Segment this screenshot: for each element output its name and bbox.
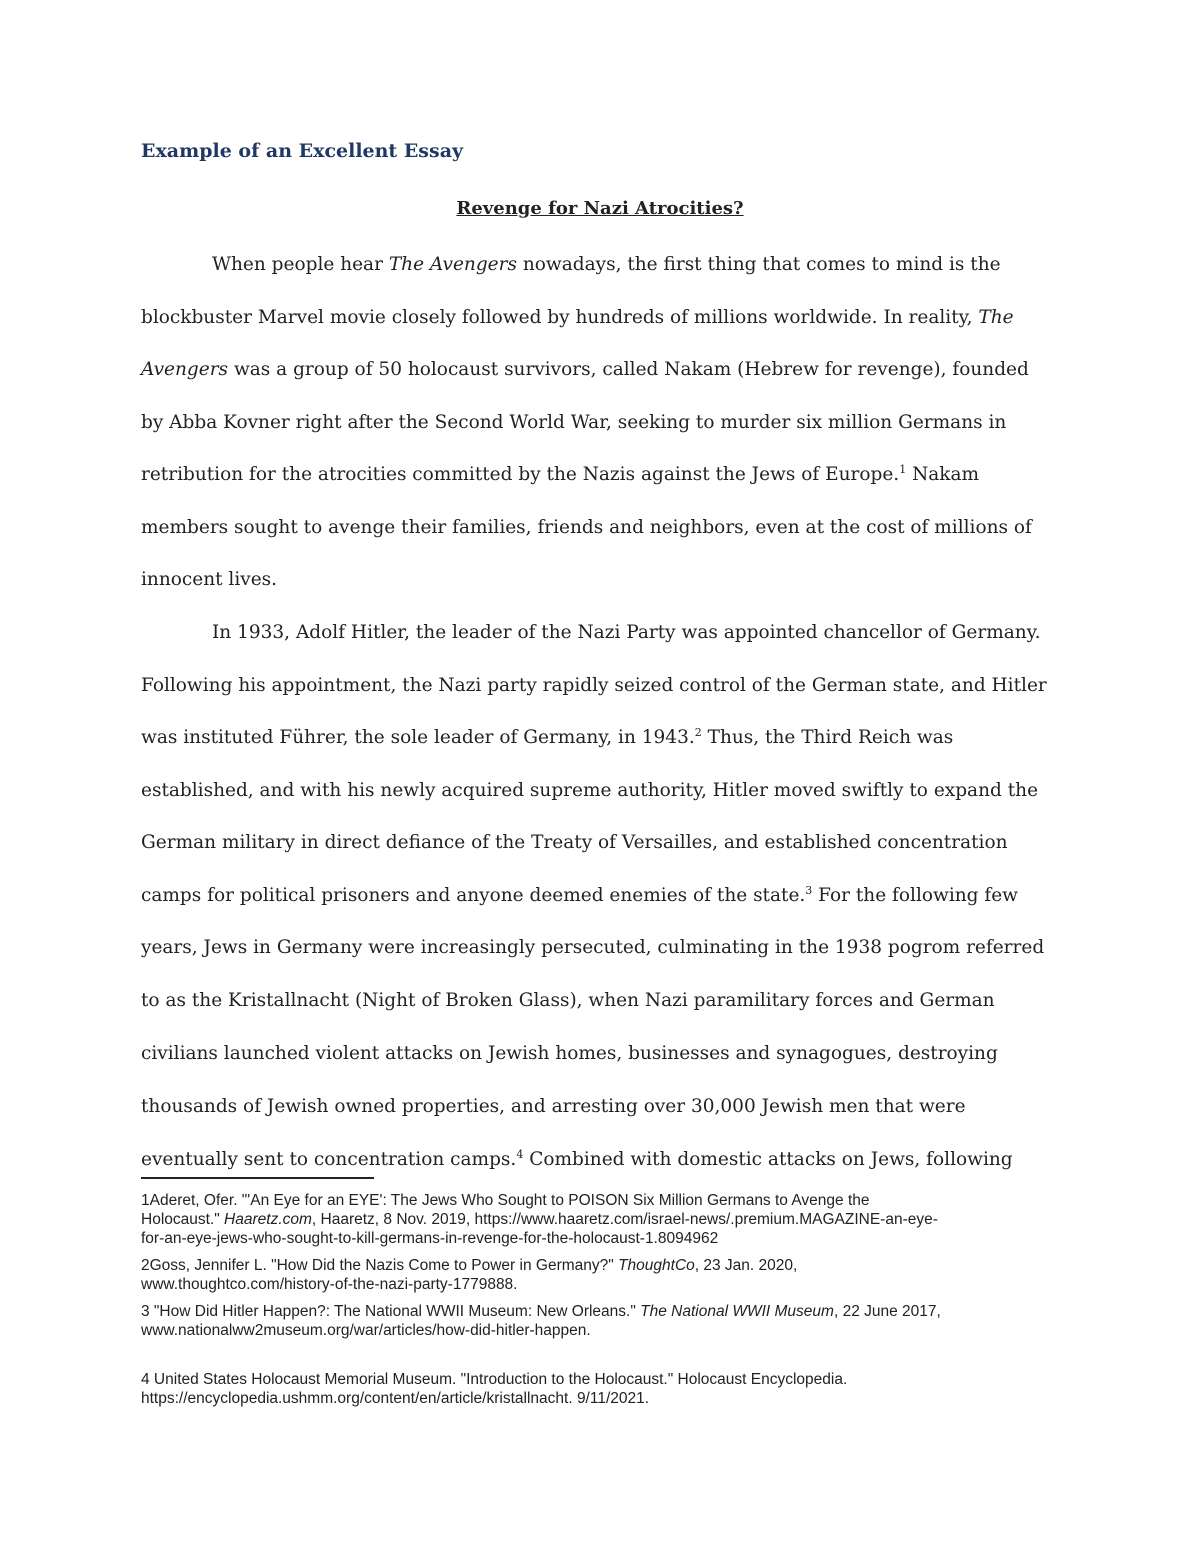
footnote-separator	[141, 1177, 374, 1179]
essay-line: eventually sent to concentration camps.$^4$ Combined with domestic attacks on Jews, following	[141, 1147, 1013, 1170]
essay-line: German military in direct defiance of the Treaty of Versailles, and established concentration	[141, 832, 1008, 853]
footnote-4: 4 United States Holocaust Memorial Museum. "Introduction to the Holocaust." Holocaust Encyclopedia. https://encyclopedia.ushmm.org/content/en/article/kristallnacht. 9/11/2021.	[141, 1371, 848, 1407]
essay-line: established, and with his newly acquired supreme authority, Hitler moved swiftly to expand the	[141, 780, 1039, 801]
footnote-number: 4	[141, 1371, 150, 1388]
essay-line: thousands of Jewish owned properties, and arresting over 30,000 Jewish men that were	[141, 1096, 966, 1117]
essay-line: to as the Kristallnacht (Night of Broken Glass), when Nazi paramilitary forces and German	[141, 990, 995, 1011]
essay-line: was instituted Führer, the sole leader of Germany, in 1943.$^2$ Thus, the Third Reich was	[141, 725, 954, 748]
essay-line: years, Jews in Germany were increasingly persecuted, culminating in the 1938 pogrom referred	[141, 937, 1045, 958]
essay-line: members sought to avenge their families, friends and neighbors, even at the cost of millions of	[141, 517, 1032, 538]
essay-line: Following his appointment, the Nazi party rapidly seized control of the German state, and Hitler	[141, 675, 1047, 696]
footnote-number: 3	[141, 1303, 150, 1320]
essay-line: blockbuster Marvel movie closely followed by hundreds of millions worldwide. In reality, The	[141, 307, 1014, 328]
footnote-ref: 1	[899, 462, 907, 476]
footnote-ref: 4	[516, 1147, 524, 1161]
page-heading: Example of an Excellent Essay	[141, 140, 464, 162]
essay-line: In 1933, Adolf Hitler, the leader of the Nazi Party was appointed chancellor of Germany.	[212, 622, 1041, 643]
essay-line: When people hear The Avengers nowadays, the first thing that comes to mind is the	[212, 254, 1001, 275]
essay-line: Avengers was a group of 50 holocaust survivors, called Nakam (Hebrew for revenge), founded	[141, 359, 1029, 380]
essay-line: civilians launched violent attacks on Jewish homes, businesses and synagogues, destroying	[141, 1043, 998, 1064]
footnote-2: 2Goss, Jennifer L. "How Did the Nazis Come to Power in Germany?" ThoughtCo, 23 Jan. 2020, www.thoughtco.com/history-of-the-nazi-party-1779888.	[141, 1257, 798, 1293]
footnote-3: 3 "How Did Hitler Happen?: The National WWII Museum: New Orleans." The National WWII Museum, 22 June 2017, www.nationalww2museum.org/war/articles/how-did-hitler-happen.	[141, 1303, 941, 1339]
footnote-ref: 2	[694, 725, 702, 739]
essay-line: innocent lives.	[141, 569, 278, 590]
footnote-number: 1	[141, 1192, 150, 1209]
essay-line: retribution for the atrocities committed by the Nazis against the Jews of Europe.$^1$ Nakam	[141, 462, 980, 485]
essay-title: Revenge for Nazi Atrocities?	[456, 198, 744, 219]
footnote-number: 2	[141, 1257, 150, 1274]
footnote-1: 1Aderet, Ofer. "'An Eye for an EYE': The Jews Who Sought to POISON Six Million Germans to Avenge the Holocaust." Haaretz.com, Haaretz, 8 Nov. 2019, https://www.haaretz.com/israel-news/.premium.MAGAZINE-an-eye- for-an-eye-jews-who-sought-to-kill-germans-in-revenge-for-the-holocaust-1.8094962	[141, 1192, 938, 1247]
footnote-ref: 3	[805, 883, 813, 897]
essay-line: by Abba Kovner right after the Second World War, seeking to murder six million Germans in	[141, 412, 1007, 433]
essay-line: camps for political prisoners and anyone deemed enemies of the state.$^3$ For the following few	[141, 883, 1019, 906]
